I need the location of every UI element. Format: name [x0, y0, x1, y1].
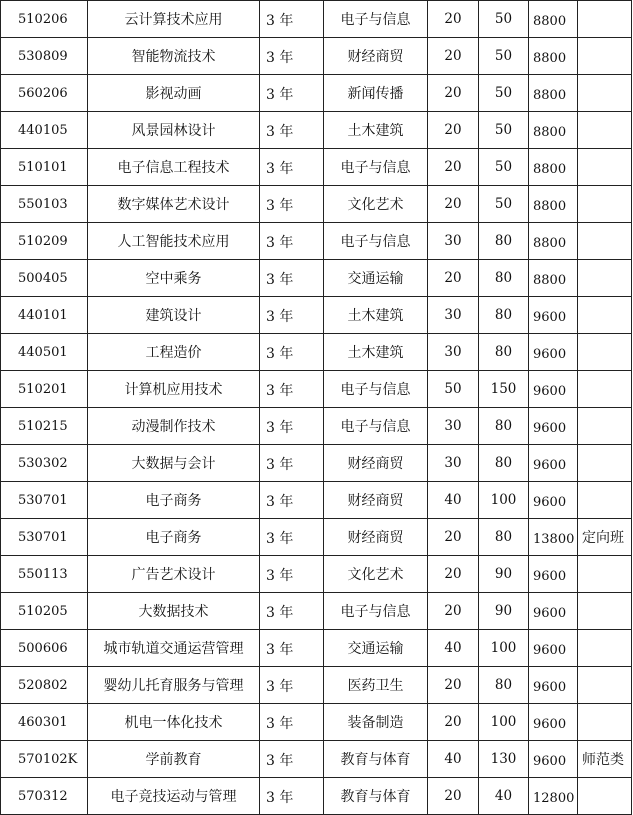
note-cell [578, 186, 632, 223]
category-cell: 文化艺术 [324, 186, 428, 223]
major-name-cell: 电子商务 [88, 519, 260, 556]
major-code-cell: 440501 [1, 334, 88, 371]
category-cell: 电子与信息 [324, 371, 428, 408]
duration-cell: 3 年 [260, 519, 324, 556]
table-row [1, 371, 632, 408]
total-quota-cell: 150 [479, 371, 529, 408]
quota-cell: 20 [428, 38, 479, 75]
category-cell: 电子与信息 [324, 149, 428, 186]
total-quota-cell: 90 [479, 556, 529, 593]
table-row [1, 630, 632, 667]
tuition-cell: 9600 [529, 741, 578, 778]
category-cell: 医药卫生 [324, 667, 428, 704]
major-name-cell: 计算机应用技术 [88, 371, 260, 408]
tuition-cell: 8800 [529, 223, 578, 260]
major-name-cell: 城市轨道交通运营管理 [88, 630, 260, 667]
note-cell [578, 223, 632, 260]
table-row [1, 445, 632, 482]
category-cell: 装备制造 [324, 704, 428, 741]
major-name-cell: 电子竞技运动与管理 [88, 778, 260, 815]
tuition-cell: 9600 [529, 667, 578, 704]
category-cell: 教育与体育 [324, 778, 428, 815]
tuition-cell: 9600 [529, 704, 578, 741]
note-cell [578, 704, 632, 741]
table-row [1, 519, 632, 556]
quota-cell: 20 [428, 112, 479, 149]
duration-cell: 3 年 [260, 260, 324, 297]
total-quota-cell: 40 [479, 778, 529, 815]
major-code-cell: 460301 [1, 704, 88, 741]
note-cell [578, 1, 632, 38]
note-cell [578, 371, 632, 408]
major-name-cell: 电子商务 [88, 482, 260, 519]
quota-cell: 20 [428, 75, 479, 112]
quota-cell: 30 [428, 408, 479, 445]
tuition-cell: 9600 [529, 556, 578, 593]
note-cell [578, 334, 632, 371]
major-name-cell: 人工智能技术应用 [88, 223, 260, 260]
note-cell [578, 482, 632, 519]
tuition-cell: 9600 [529, 593, 578, 630]
major-code-cell: 440101 [1, 297, 88, 334]
total-quota-cell: 80 [479, 334, 529, 371]
total-quota-cell: 80 [479, 408, 529, 445]
table-row [1, 482, 632, 519]
category-cell: 财经商贸 [324, 38, 428, 75]
quota-cell: 20 [428, 667, 479, 704]
category-cell: 电子与信息 [324, 223, 428, 260]
quota-cell: 30 [428, 334, 479, 371]
category-cell: 交通运输 [324, 260, 428, 297]
category-cell: 财经商贸 [324, 519, 428, 556]
tuition-cell: 8800 [529, 260, 578, 297]
major-name-cell: 工程造价 [88, 334, 260, 371]
quota-cell: 30 [428, 297, 479, 334]
category-cell: 土木建筑 [324, 112, 428, 149]
duration-cell: 3 年 [260, 186, 324, 223]
tuition-cell: 8800 [529, 1, 578, 38]
total-quota-cell: 100 [479, 630, 529, 667]
quota-cell: 20 [428, 186, 479, 223]
duration-cell: 3 年 [260, 334, 324, 371]
table-row [1, 556, 632, 593]
major-name-cell: 动漫制作技术 [88, 408, 260, 445]
major-code-cell: 520802 [1, 667, 88, 704]
note-cell [578, 630, 632, 667]
major-name-cell: 建筑设计 [88, 297, 260, 334]
category-cell: 文化艺术 [324, 556, 428, 593]
major-code-cell: 440105 [1, 112, 88, 149]
total-quota-cell: 130 [479, 741, 529, 778]
major-name-cell: 学前教育 [88, 741, 260, 778]
duration-cell: 3 年 [260, 38, 324, 75]
major-name-cell: 电子信息工程技术 [88, 149, 260, 186]
table-row [1, 778, 632, 815]
table-row [1, 75, 632, 112]
total-quota-cell: 80 [479, 260, 529, 297]
total-quota-cell: 50 [479, 38, 529, 75]
major-name-cell: 影视动画 [88, 75, 260, 112]
tuition-cell: 9600 [529, 630, 578, 667]
category-cell: 教育与体育 [324, 741, 428, 778]
note-cell [578, 112, 632, 149]
total-quota-cell: 50 [479, 149, 529, 186]
note-cell [578, 778, 632, 815]
tuition-cell: 9600 [529, 297, 578, 334]
table-row [1, 667, 632, 704]
note-cell: 定向班 [578, 519, 632, 556]
major-name-cell: 大数据技术 [88, 593, 260, 630]
duration-cell: 3 年 [260, 223, 324, 260]
major-code-cell: 510215 [1, 408, 88, 445]
category-cell: 电子与信息 [324, 1, 428, 38]
major-code-cell: 500405 [1, 260, 88, 297]
total-quota-cell: 100 [479, 482, 529, 519]
duration-cell: 3 年 [260, 112, 324, 149]
major-code-cell: 500606 [1, 630, 88, 667]
duration-cell: 3 年 [260, 408, 324, 445]
category-cell: 财经商贸 [324, 445, 428, 482]
table-row [1, 1, 632, 38]
total-quota-cell: 80 [479, 667, 529, 704]
note-cell [578, 408, 632, 445]
tuition-cell: 9600 [529, 482, 578, 519]
major-code-cell: 510101 [1, 149, 88, 186]
note-cell [578, 667, 632, 704]
category-cell: 电子与信息 [324, 593, 428, 630]
total-quota-cell: 90 [479, 593, 529, 630]
major-code-cell: 570312 [1, 778, 88, 815]
quota-cell: 20 [428, 704, 479, 741]
category-cell: 土木建筑 [324, 297, 428, 334]
major-code-cell: 530701 [1, 519, 88, 556]
major-name-cell: 数字媒体艺术设计 [88, 186, 260, 223]
tuition-cell: 9600 [529, 445, 578, 482]
major-name-cell: 智能物流技术 [88, 38, 260, 75]
tuition-cell: 8800 [529, 38, 578, 75]
major-name-cell: 大数据与会计 [88, 445, 260, 482]
duration-cell: 3 年 [260, 593, 324, 630]
note-cell [578, 297, 632, 334]
tuition-cell: 8800 [529, 186, 578, 223]
major-code-cell: 530701 [1, 482, 88, 519]
quota-cell: 20 [428, 1, 479, 38]
major-code-cell: 550103 [1, 186, 88, 223]
table-row [1, 38, 632, 75]
duration-cell: 3 年 [260, 149, 324, 186]
table-row [1, 741, 632, 778]
major-name-cell: 婴幼儿托育服务与管理 [88, 667, 260, 704]
duration-cell: 3 年 [260, 556, 324, 593]
major-code-cell: 510206 [1, 1, 88, 38]
quota-cell: 30 [428, 223, 479, 260]
note-cell [578, 445, 632, 482]
quota-cell: 30 [428, 445, 479, 482]
note-cell: 师范类 [578, 741, 632, 778]
major-name-cell: 机电一体化技术 [88, 704, 260, 741]
table-row [1, 704, 632, 741]
note-cell [578, 593, 632, 630]
total-quota-cell: 80 [479, 297, 529, 334]
duration-cell: 3 年 [260, 75, 324, 112]
category-cell: 电子与信息 [324, 408, 428, 445]
quota-cell: 20 [428, 260, 479, 297]
major-name-cell: 空中乘务 [88, 260, 260, 297]
table-row [1, 297, 632, 334]
major-code-cell: 510205 [1, 593, 88, 630]
total-quota-cell: 50 [479, 75, 529, 112]
total-quota-cell: 50 [479, 186, 529, 223]
total-quota-cell: 50 [479, 1, 529, 38]
total-quota-cell: 80 [479, 223, 529, 260]
table-row [1, 186, 632, 223]
note-cell [578, 556, 632, 593]
tuition-cell: 9600 [529, 334, 578, 371]
table-row [1, 260, 632, 297]
tuition-cell: 13800 [529, 519, 578, 556]
table-row [1, 408, 632, 445]
table-row [1, 149, 632, 186]
tuition-cell: 9600 [529, 371, 578, 408]
major-code-cell: 560206 [1, 75, 88, 112]
tuition-cell: 8800 [529, 75, 578, 112]
quota-cell: 50 [428, 371, 479, 408]
duration-cell: 3 年 [260, 297, 324, 334]
major-code-cell: 550113 [1, 556, 88, 593]
duration-cell: 3 年 [260, 630, 324, 667]
tuition-cell: 12800 [529, 778, 578, 815]
note-cell [578, 149, 632, 186]
quota-cell: 20 [428, 149, 479, 186]
duration-cell: 3 年 [260, 482, 324, 519]
duration-cell: 3 年 [260, 371, 324, 408]
major-name-cell: 云计算技术应用 [88, 1, 260, 38]
major-code-cell: 510209 [1, 223, 88, 260]
quota-cell: 20 [428, 519, 479, 556]
total-quota-cell: 50 [479, 112, 529, 149]
major-name-cell: 广告艺术设计 [88, 556, 260, 593]
quota-cell: 20 [428, 593, 479, 630]
tuition-cell: 8800 [529, 149, 578, 186]
total-quota-cell: 80 [479, 445, 529, 482]
duration-cell: 3 年 [260, 778, 324, 815]
table-row [1, 223, 632, 260]
major-name-cell: 风景园林设计 [88, 112, 260, 149]
table-row [1, 334, 632, 371]
note-cell [578, 75, 632, 112]
note-cell [578, 260, 632, 297]
quota-cell: 40 [428, 630, 479, 667]
duration-cell: 3 年 [260, 704, 324, 741]
table-row [1, 112, 632, 149]
category-cell: 财经商贸 [324, 482, 428, 519]
tuition-cell: 8800 [529, 112, 578, 149]
note-cell [578, 38, 632, 75]
major-code-cell: 570102K [1, 741, 88, 778]
quota-cell: 40 [428, 741, 479, 778]
total-quota-cell: 80 [479, 519, 529, 556]
category-cell: 土木建筑 [324, 334, 428, 371]
major-code-cell: 510201 [1, 371, 88, 408]
major-code-cell: 530302 [1, 445, 88, 482]
category-cell: 交通运输 [324, 630, 428, 667]
major-code-cell: 530809 [1, 38, 88, 75]
quota-cell: 20 [428, 556, 479, 593]
table-row [1, 593, 632, 630]
table-body [1, 1, 632, 815]
category-cell: 新闻传播 [324, 75, 428, 112]
tuition-cell: 9600 [529, 408, 578, 445]
total-quota-cell: 100 [479, 704, 529, 741]
duration-cell: 3 年 [260, 667, 324, 704]
duration-cell: 3 年 [260, 741, 324, 778]
duration-cell: 3 年 [260, 1, 324, 38]
duration-cell: 3 年 [260, 445, 324, 482]
quota-cell: 40 [428, 482, 479, 519]
quota-cell: 20 [428, 778, 479, 815]
